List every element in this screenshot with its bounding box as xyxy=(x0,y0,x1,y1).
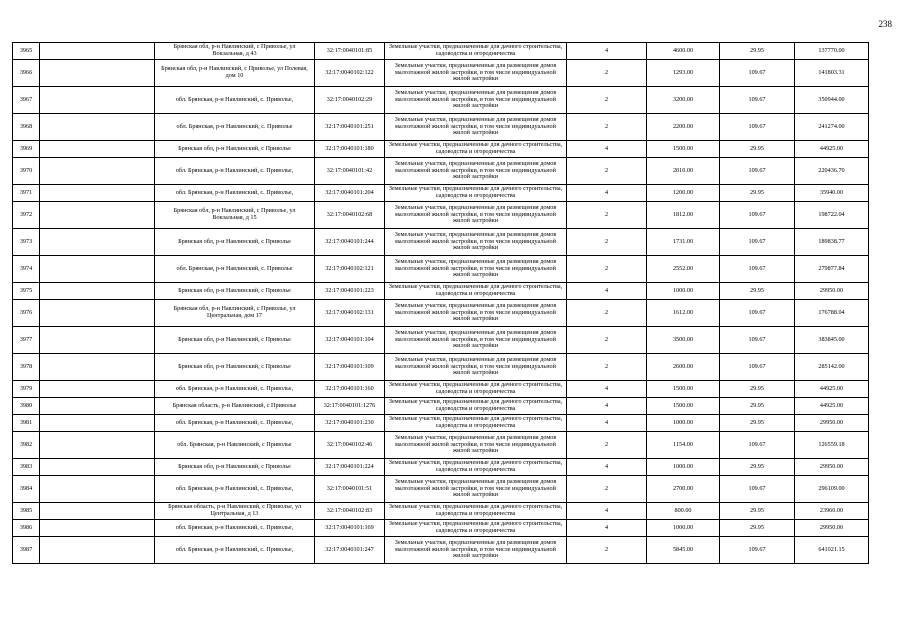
row-number-cell: 3987 xyxy=(13,537,40,564)
category-cell: 2 xyxy=(567,300,647,327)
cadastral-value-cell: 176788.04 xyxy=(795,300,869,327)
blank-cell xyxy=(40,229,155,256)
blank-cell xyxy=(40,202,155,229)
table-row xyxy=(13,256,869,283)
specific-value-cell: 109.67 xyxy=(720,432,795,459)
cadastral-number-cell: 32:17:0040101:224 xyxy=(315,459,385,476)
address-cell: Брянская обл, р-н Навлинский, с Приволье, ул Вокзальная, д 15 xyxy=(155,202,315,229)
row-number-cell: 3980 xyxy=(13,398,40,415)
specific-value-cell: 29.95 xyxy=(720,185,795,202)
cadastral-number-cell: 32:17:0040102:68 xyxy=(315,202,385,229)
cadastral-number-cell: 32:17:0040101:42 xyxy=(315,158,385,185)
row-number-cell: 3981 xyxy=(13,415,40,432)
cadastral-number-cell: 32:17:0040101:204 xyxy=(315,185,385,202)
table-row xyxy=(13,476,869,503)
table-row xyxy=(13,300,869,327)
land-use-description-cell: Земельные участки, предназначенные для размещения домов малоэтажной жилой застройки, в том числе индивидуальной жилой застройки xyxy=(385,202,567,229)
table-row xyxy=(13,398,869,415)
row-number-cell: 3982 xyxy=(13,432,40,459)
category-cell: 4 xyxy=(567,415,647,432)
cadastral-value-cell: 29950.00 xyxy=(795,459,869,476)
specific-value-cell: 29.95 xyxy=(720,520,795,537)
row-number-cell: 3978 xyxy=(13,354,40,381)
category-cell: 4 xyxy=(567,398,647,415)
row-number-cell: 3979 xyxy=(13,381,40,398)
row-number-cell: 3985 xyxy=(13,503,40,520)
category-cell: 2 xyxy=(567,476,647,503)
specific-value-cell: 29.95 xyxy=(720,415,795,432)
cadastral-number-cell: 32:17:0040101:1276 xyxy=(315,398,385,415)
cadastral-number-cell: 32:17:0040102:122 xyxy=(315,60,385,87)
land-use-description-cell: Земельные участки, предназначенные для размещения домов малоэтажной жилой застройки, в том числе индивидуальной жилой застройки xyxy=(385,87,567,114)
cadastral-value-cell: 29950.00 xyxy=(795,283,869,300)
cadastral-number-cell: 32:17:0040101:169 xyxy=(315,520,385,537)
category-cell: 2 xyxy=(567,114,647,141)
blank-cell xyxy=(40,60,155,87)
address-cell: Брянская обл, р-н Навлинский, с Приволье xyxy=(155,229,315,256)
cadastral-number-cell: 32:17:0040102:46 xyxy=(315,432,385,459)
specific-value-cell: 29.95 xyxy=(720,43,795,60)
table-row xyxy=(13,43,869,60)
cadastral-value-cell: 44925.00 xyxy=(795,141,869,158)
blank-cell xyxy=(40,398,155,415)
land-use-description-cell: Земельные участки, предназначенные для размещения домов малоэтажной жилой застройки, в том числе индивидуальной жилой застройки xyxy=(385,229,567,256)
land-use-description-cell: Земельные участки, предназначенные для дачного строительства, садоводства и огородничества xyxy=(385,398,567,415)
area-cell: 2600.00 xyxy=(647,354,720,381)
cadastral-value-cell: 220436.70 xyxy=(795,158,869,185)
specific-value-cell: 109.67 xyxy=(720,256,795,283)
specific-value-cell: 109.67 xyxy=(720,202,795,229)
category-cell: 4 xyxy=(567,43,647,60)
cadastral-value-cell: 198722.04 xyxy=(795,202,869,229)
cadastral-number-cell: 32:17:0040102:131 xyxy=(315,300,385,327)
cadastral-value-cell: 141803.31 xyxy=(795,60,869,87)
blank-cell xyxy=(40,503,155,520)
address-cell: Брянская обл, р-н Навлинский, с Приволье xyxy=(155,283,315,300)
land-use-description-cell: Земельные участки, предназначенные для дачного строительства, садоводства и огородничества xyxy=(385,43,567,60)
category-cell: 2 xyxy=(567,537,647,564)
land-use-description-cell: Земельные участки, предназначенные для дачного строительства, садоводства и огородничества xyxy=(385,283,567,300)
row-number-cell: 3983 xyxy=(13,459,40,476)
table-row xyxy=(13,354,869,381)
area-cell: 1293.00 xyxy=(647,60,720,87)
blank-cell xyxy=(40,459,155,476)
category-cell: 4 xyxy=(567,283,647,300)
category-cell: 2 xyxy=(567,202,647,229)
blank-cell xyxy=(40,158,155,185)
area-cell: 2552.00 xyxy=(647,256,720,283)
table-row xyxy=(13,459,869,476)
specific-value-cell: 109.67 xyxy=(720,327,795,354)
cadastral-value-cell: 350944.00 xyxy=(795,87,869,114)
blank-cell xyxy=(40,87,155,114)
category-cell: 2 xyxy=(567,327,647,354)
area-cell: 1000.00 xyxy=(647,459,720,476)
address-cell: обл. Брянская, р-н Навлинский, с. Приволье, xyxy=(155,87,315,114)
table-row xyxy=(13,283,869,300)
cadastral-value-cell: 44925.00 xyxy=(795,398,869,415)
cadastral-number-cell: 32:17:0040102:121 xyxy=(315,256,385,283)
cadastral-value-cell: 29950.00 xyxy=(795,415,869,432)
category-cell: 4 xyxy=(567,520,647,537)
area-cell: 1000.00 xyxy=(647,283,720,300)
blank-cell xyxy=(40,537,155,564)
cadastral-number-cell: 32:17:0040101:104 xyxy=(315,327,385,354)
address-cell: обл. Брянская, р-н Навлинский, с. Приволье, xyxy=(155,158,315,185)
area-cell: 1812.00 xyxy=(647,202,720,229)
row-number-cell: 3984 xyxy=(13,476,40,503)
category-cell: 2 xyxy=(567,158,647,185)
blank-cell xyxy=(40,256,155,283)
table-row xyxy=(13,503,869,520)
land-use-description-cell: Земельные участки, предназначенные для дачного строительства, садоводства и огородничества xyxy=(385,381,567,398)
table-row xyxy=(13,520,869,537)
specific-value-cell: 109.67 xyxy=(720,229,795,256)
category-cell: 2 xyxy=(567,432,647,459)
address-cell: обл. Брянская, р-н Навлинский, с. Приволье xyxy=(155,256,315,283)
area-cell: 4600.00 xyxy=(647,43,720,60)
category-cell: 4 xyxy=(567,141,647,158)
cadastral-value-cell: 189838.77 xyxy=(795,229,869,256)
address-cell: Брянская обл, р-н Навлинский, с Приволье, ул Центральная, дом 17 xyxy=(155,300,315,327)
address-cell: Брянская обл, р-н Навлинский, с Приволье, ул Полевая, дом 10 xyxy=(155,60,315,87)
cadastral-number-cell: 32:17:0040101:230 xyxy=(315,415,385,432)
area-cell: 1000.00 xyxy=(647,520,720,537)
table-row xyxy=(13,381,869,398)
table-row xyxy=(13,202,869,229)
table-row xyxy=(13,537,869,564)
cadastral-number-cell: 32:17:0040101:180 xyxy=(315,141,385,158)
category-cell: 2 xyxy=(567,229,647,256)
cadastral-value-cell: 35940.00 xyxy=(795,185,869,202)
cadastral-number-cell: 32:17:0040101:160 xyxy=(315,381,385,398)
specific-value-cell: 109.67 xyxy=(720,537,795,564)
cadastral-value-cell: 279877.84 xyxy=(795,256,869,283)
address-cell: обл. Брянская, р-н Навлинский, с. Приволье, xyxy=(155,476,315,503)
specific-value-cell: 29.95 xyxy=(720,398,795,415)
blank-cell xyxy=(40,141,155,158)
row-number-cell: 3976 xyxy=(13,300,40,327)
row-number-cell: 3975 xyxy=(13,283,40,300)
cadastral-number-cell: 32:17:0040102:29 xyxy=(315,87,385,114)
row-number-cell: 3974 xyxy=(13,256,40,283)
specific-value-cell: 109.67 xyxy=(720,87,795,114)
address-cell: обл. Брянская, р-н Навлинский, с. Приволье, xyxy=(155,185,315,202)
row-number-cell: 3965 xyxy=(13,43,40,60)
land-use-description-cell: Земельные участки, предназначенные для размещения домов малоэтажной жилой застройки, в том числе индивидуальной жилой застройки xyxy=(385,256,567,283)
cadastral-number-cell: 32:17:0040101:247 xyxy=(315,537,385,564)
address-cell: обл. Брянская, р-н Навлинский, с. Приволье, xyxy=(155,520,315,537)
land-use-description-cell: Земельные участки, предназначенные для размещения домов малоэтажной жилой застройки, в том числе индивидуальной жилой застройки xyxy=(385,327,567,354)
address-cell: Брянская обл, р-н Навлинский, с Приволье xyxy=(155,459,315,476)
cadastral-number-cell: 32:17:0040101:244 xyxy=(315,229,385,256)
land-use-description-cell: Земельные участки, предназначенные для дачного строительства, садоводства и огородничества xyxy=(385,459,567,476)
address-cell: Брянская обл, р-н Навлинский, с Приволье xyxy=(155,141,315,158)
area-cell: 1500.00 xyxy=(647,398,720,415)
table-row xyxy=(13,158,869,185)
address-cell: Брянская область, р-н Навлинский, с Приволье, ул Центральная, д 13 xyxy=(155,503,315,520)
specific-value-cell: 29.95 xyxy=(720,141,795,158)
blank-cell xyxy=(40,520,155,537)
specific-value-cell: 109.67 xyxy=(720,158,795,185)
cadastral-value-cell: 137770.00 xyxy=(795,43,869,60)
specific-value-cell: 109.67 xyxy=(720,300,795,327)
table-row xyxy=(13,114,869,141)
blank-cell xyxy=(40,381,155,398)
address-cell: Брянская обл, р-н Навлинский, с Приволье xyxy=(155,354,315,381)
cadastral-value-cell: 296109.00 xyxy=(795,476,869,503)
land-use-description-cell: Земельные участки, предназначенные для размещения домов малоэтажной жилой застройки, в том числе индивидуальной жилой застройки xyxy=(385,432,567,459)
row-number-cell: 3973 xyxy=(13,229,40,256)
table-row xyxy=(13,141,869,158)
cadastral-value-cell: 44925.00 xyxy=(795,381,869,398)
land-use-description-cell: Земельные участки, предназначенные для дачного строительства, садоводства и огородничества xyxy=(385,415,567,432)
table-row xyxy=(13,185,869,202)
row-number-cell: 3977 xyxy=(13,327,40,354)
table-row xyxy=(13,87,869,114)
row-number-cell: 3971 xyxy=(13,185,40,202)
category-cell: 2 xyxy=(567,60,647,87)
area-cell: 2010.00 xyxy=(647,158,720,185)
cadastral-number-cell: 32:17:0040101:109 xyxy=(315,354,385,381)
area-cell: 1612.00 xyxy=(647,300,720,327)
specific-value-cell: 29.95 xyxy=(720,283,795,300)
area-cell: 1500.00 xyxy=(647,381,720,398)
land-use-description-cell: Земельные участки, предназначенные для размещения домов малоэтажной жилой застройки, в том числе индивидуальной жилой застройки xyxy=(385,158,567,185)
category-cell: 4 xyxy=(567,503,647,520)
blank-cell xyxy=(40,476,155,503)
land-use-description-cell: Земельные участки, предназначенные для размещения домов малоэтажной жилой застройки, в том числе индивидуальной жилой застройки xyxy=(385,537,567,564)
table-row xyxy=(13,415,869,432)
category-cell: 4 xyxy=(567,381,647,398)
address-cell: Брянская область, р-н Навлинский, с Приволье xyxy=(155,398,315,415)
address-cell: обл. Брянская, р-н Навлинский, с. Приволье, xyxy=(155,381,315,398)
blank-cell xyxy=(40,283,155,300)
specific-value-cell: 29.95 xyxy=(720,381,795,398)
blank-cell xyxy=(40,43,155,60)
land-use-description-cell: Земельные участки, предназначенные для дачного строительства, садоводства и огородничества xyxy=(385,185,567,202)
table-row xyxy=(13,432,869,459)
specific-value-cell: 109.67 xyxy=(720,476,795,503)
cadastral-value-cell: 241274.00 xyxy=(795,114,869,141)
blank-cell xyxy=(40,300,155,327)
category-cell: 2 xyxy=(567,87,647,114)
cadastral-number-cell: 32:17:0040102:83 xyxy=(315,503,385,520)
cadastral-value-cell: 23960.00 xyxy=(795,503,869,520)
area-cell: 1000.00 xyxy=(647,415,720,432)
area-cell: 3500.00 xyxy=(647,327,720,354)
specific-value-cell: 29.95 xyxy=(720,503,795,520)
blank-cell xyxy=(40,415,155,432)
table-row xyxy=(13,60,869,87)
address-cell: обл. Брянская, р-н Навлинский, с Приволье xyxy=(155,432,315,459)
land-use-description-cell: Земельные участки, предназначенные для дачного строительства, садоводства и огородничества xyxy=(385,503,567,520)
cadastral-value-cell: 641021.15 xyxy=(795,537,869,564)
cadastral-number-cell: 32:17:0040101:51 xyxy=(315,476,385,503)
area-cell: 1154.00 xyxy=(647,432,720,459)
cadastral-value-cell: 126559.18 xyxy=(795,432,869,459)
category-cell: 4 xyxy=(567,459,647,476)
row-number-cell: 3969 xyxy=(13,141,40,158)
blank-cell xyxy=(40,185,155,202)
row-number-cell: 3967 xyxy=(13,87,40,114)
area-cell: 1500.00 xyxy=(647,141,720,158)
area-cell: 2700.00 xyxy=(647,476,720,503)
category-cell: 2 xyxy=(567,256,647,283)
blank-cell xyxy=(40,327,155,354)
row-number-cell: 3972 xyxy=(13,202,40,229)
table-body xyxy=(13,43,869,564)
specific-value-cell: 109.67 xyxy=(720,60,795,87)
row-number-cell: 3966 xyxy=(13,60,40,87)
land-use-description-cell: Земельные участки, предназначенные для размещения домов малоэтажной жилой застройки, в том числе индивидуальной жилой застройки xyxy=(385,60,567,87)
cadastral-number-cell: 32:17:0040101:223 xyxy=(315,283,385,300)
blank-cell xyxy=(40,432,155,459)
area-cell: 5845.00 xyxy=(647,537,720,564)
row-number-cell: 3986 xyxy=(13,520,40,537)
area-cell: 1731.00 xyxy=(647,229,720,256)
cadastral-number-cell: 32:17:0040101:251 xyxy=(315,114,385,141)
specific-value-cell: 29.95 xyxy=(720,459,795,476)
blank-cell xyxy=(40,354,155,381)
area-cell: 2200.00 xyxy=(647,114,720,141)
cadastral-value-cell: 383845.00 xyxy=(795,327,869,354)
area-cell: 800.00 xyxy=(647,503,720,520)
land-registry-table xyxy=(12,42,869,564)
land-use-description-cell: Земельные участки, предназначенные для дачного строительства, садоводства и огородничества xyxy=(385,141,567,158)
row-number-cell: 3968 xyxy=(13,114,40,141)
address-cell: Брянская обл, р-н Навлинский, с Приволье, ул Вокзальная, д 43 xyxy=(155,43,315,60)
area-cell: 3200.00 xyxy=(647,87,720,114)
land-use-description-cell: Земельные участки, предназначенные для размещения домов малоэтажной жилой застройки, в том числе индивидуальной жилой застройки xyxy=(385,300,567,327)
area-cell: 1200.00 xyxy=(647,185,720,202)
address-cell: обл. Брянская, р-н Навлинский, с. Приволье xyxy=(155,114,315,141)
cadastral-value-cell: 29950.00 xyxy=(795,520,869,537)
address-cell: обл. Брянская, р-н Навлинский, с. Приволье, xyxy=(155,415,315,432)
specific-value-cell: 109.67 xyxy=(720,354,795,381)
page-number: 238 xyxy=(878,19,892,29)
row-number-cell: 3970 xyxy=(13,158,40,185)
specific-value-cell: 109.67 xyxy=(720,114,795,141)
blank-cell xyxy=(40,114,155,141)
cadastral-number-cell: 32:17:0040101:85 xyxy=(315,43,385,60)
category-cell: 2 xyxy=(567,354,647,381)
cadastral-value-cell: 285142.00 xyxy=(795,354,869,381)
land-use-description-cell: Земельные участки, предназначенные для размещения домов малоэтажной жилой застройки, в том числе индивидуальной жилой застройки xyxy=(385,354,567,381)
address-cell: обл. Брянская, р-н Навлинский, с. Приволье, xyxy=(155,537,315,564)
land-use-description-cell: Земельные участки, предназначенные для размещения домов малоэтажной жилой застройки, в том числе индивидуальной жилой застройки xyxy=(385,476,567,503)
land-use-description-cell: Земельные участки, предназначенные для дачного строительства, садоводства и огородничества xyxy=(385,520,567,537)
land-use-description-cell: Земельные участки, предназначенные для размещения домов малоэтажной жилой застройки, в том числе индивидуальной жилой застройки xyxy=(385,114,567,141)
table-row xyxy=(13,327,869,354)
category-cell: 4 xyxy=(567,185,647,202)
table-row xyxy=(13,229,869,256)
address-cell: Брянская обл, р-н Навлинский, с Приволье xyxy=(155,327,315,354)
